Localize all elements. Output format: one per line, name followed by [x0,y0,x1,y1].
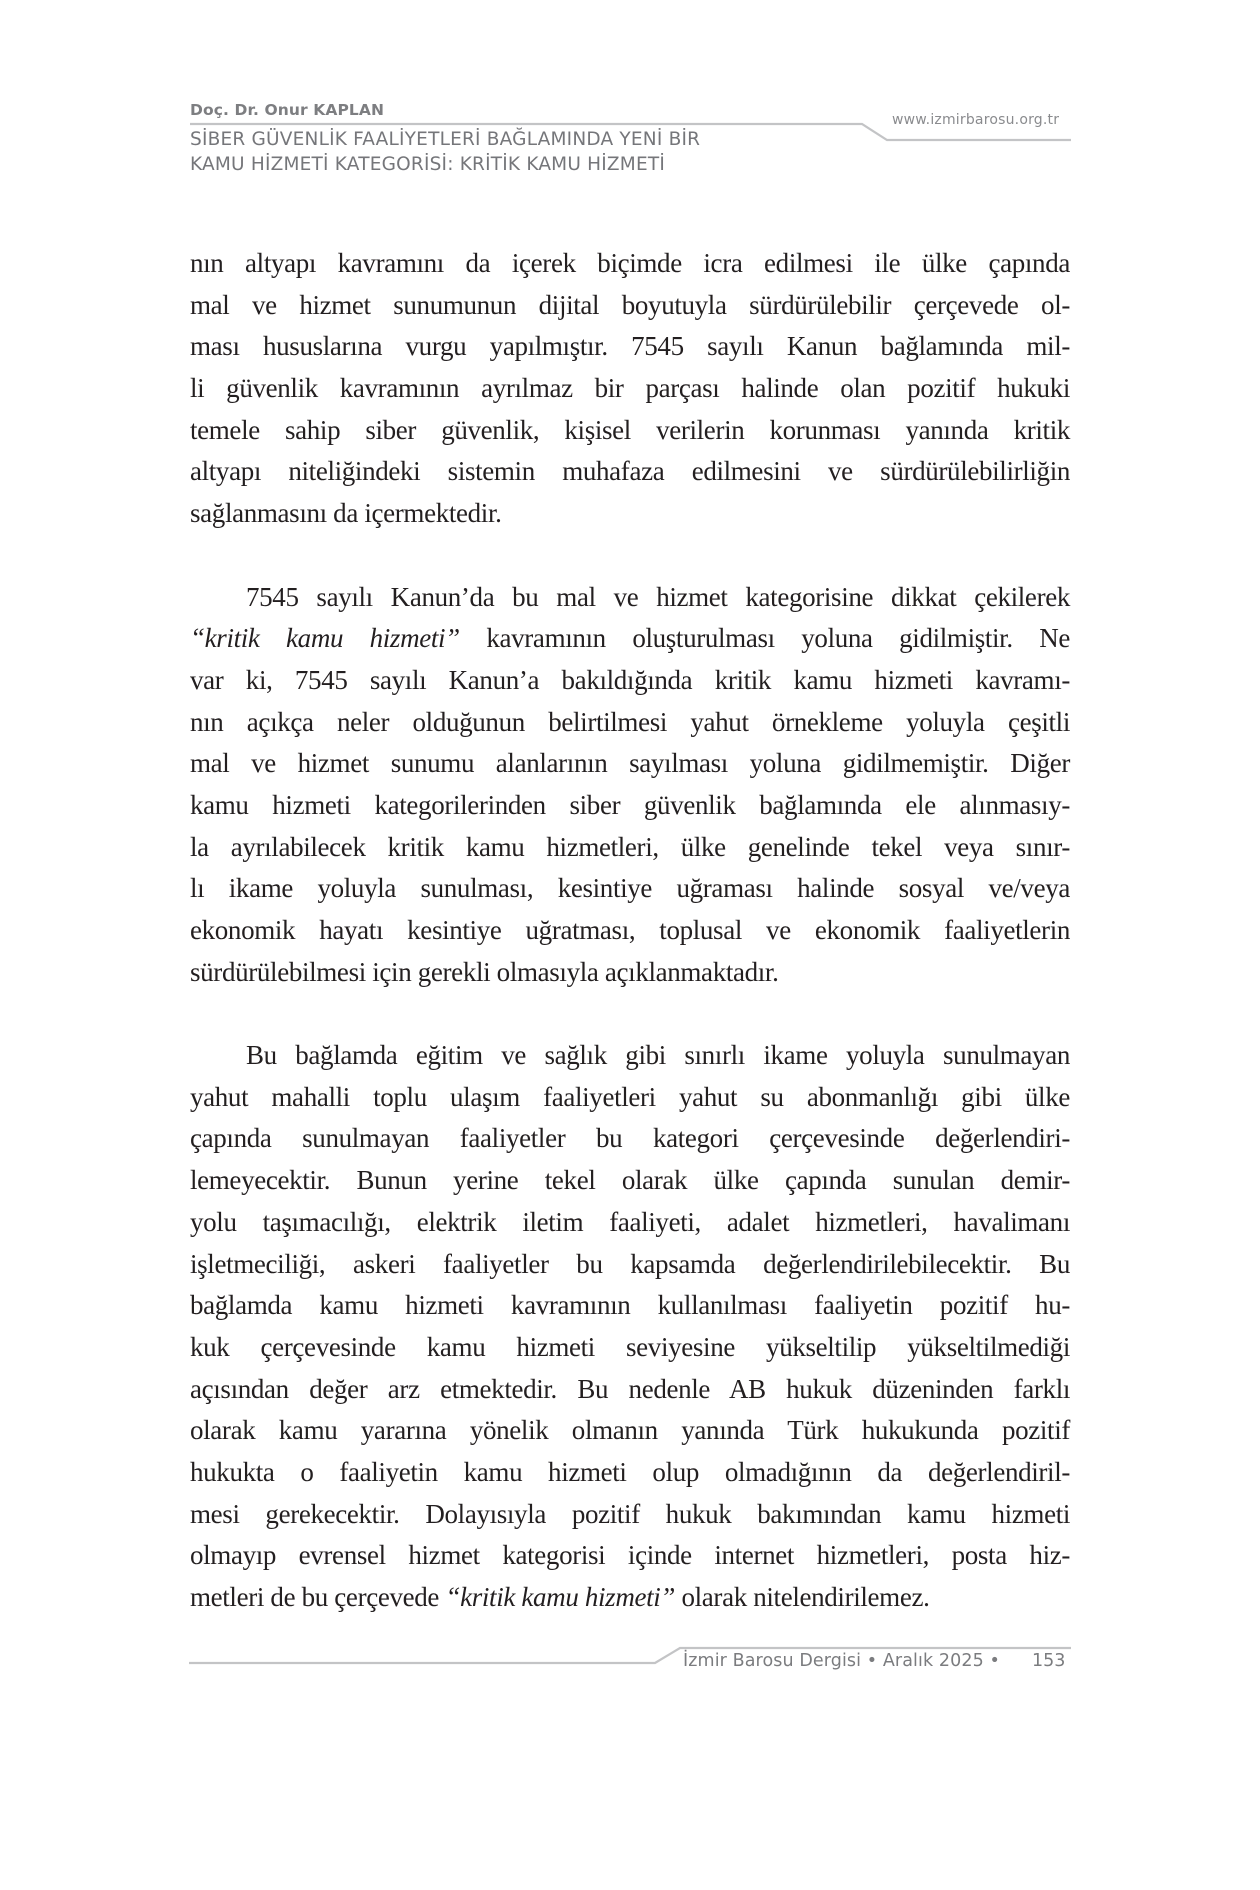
text-line: var ki, 7545 sayılı Kanun’a bakıldığında kritik kamu hizmeti kavramı- [190,664,1070,695]
text-line: olmayıp evrensel hizmet kategorisi içinde internet hizmetleri, posta hiz- [190,1540,1070,1571]
text-line: altyapı niteliğindeki sistemin muhafaza edilmesini ve sürdürülebilirliğin [190,456,1070,487]
text-line: li güvenlik kavramının ayrılmaz bir parçası halinde olan pozitif hukuki [190,373,1070,404]
text-line: lı ikame yoluyla sunulması, kesintiye uğraması halinde sosyal ve/veya [190,873,1070,904]
text-fragment: metleri de bu çerçevede [190,1582,446,1612]
text-line: işletmeciliği, askeri faaliyetler bu kapsamda değerlendirilebilecektir. Bu [190,1248,1070,1279]
text-line: bağlamda kamu hizmeti kavramının kullanılması faaliyetin pozitif hu- [190,1290,1070,1321]
text-line: çapında sunulmayan faaliyetler bu kategori çerçevesinde değerlendiri- [190,1123,1070,1154]
text-line: mal ve hizmet sunumunun dijital boyutuyla sürdürülebilir çerçevede ol- [190,289,1070,320]
text-line: ekonomik hayatı kesintiye uğratması, toplusal ve ekonomik faaliyetlerin [190,915,1070,945]
text-line: yahut mahalli toplu ulaşım faaliyetleri yahut su abonmanlığı gibi ülke [190,1081,1070,1112]
text-line-with-emphasis [190,618,1070,660]
page-number: 153 [1032,1651,1066,1671]
text-line: lemeyecektir. Bunun yerine tekel olarak ülke çapında sunulan demir- [190,1165,1070,1196]
text-line: hukukta o faaliyetin kamu hizmeti olup olmadığının da değerlendiril- [190,1456,1070,1487]
text-fragment: olarak nitelendirilemez. [681,1582,930,1612]
text-line: yolu taşımacılığı, elektrik iletim faaliyeti, adalet hizmetleri, havalimanı [190,1206,1070,1237]
text-line: nın açıkça neler olduğunun belirtilmesi yahut örnekleme yoluyla çeşitli [190,706,1070,737]
text-line: olarak kamu yararına yönelik olmanın yanında Türk hukukunda pozitif [190,1415,1070,1446]
header-title-line: KAMU HİZMETİ KATEGORİSİ: KRİTİK KAMU HİZMETİ [190,154,666,175]
paragraph-2 [190,577,1070,994]
emphasis-text: “kritik kamu hizmeti” [190,623,460,654]
text-line: kuk çerçevesinde kamu hizmeti seviyesine yükseltilip yükseltilmediği [190,1331,1070,1362]
text-line: mesi gerekecektir. Dolayısıyla pozitif hukuk bakımından kamu hizmeti [190,1498,1070,1529]
text-line: sürdürülebilmesi için gerekli olmasıyla açıklanmaktadır. [190,956,779,987]
header-author: Doç. Dr. Onur KAPLAN [190,101,385,119]
footer-journal-info: İzmir Barosu Dergisi • Aralık 2025 • [683,1651,1000,1671]
text-fragment: kavramının oluşturulması yoluna gidilmiştir. Ne [486,623,1071,654]
text-line-with-emphasis [190,1577,1070,1619]
text-line: kamu hizmeti kategorilerinden siber güvenlik bağlamında ele alınmasıy- [190,789,1070,820]
emphasis-text: “kritik kamu hizmeti” [445,1582,676,1612]
text-line: sağlanmasını da içermektedir. [190,498,502,529]
text-line: 7545 sayılı Kanun’da bu mal ve hizmet kategorisine dikkat çekilerek [246,581,1070,612]
header-title-line: SİBER GÜVENLİK FAALİYETLERİ BAĞLAMINDA YENİ BİR [190,129,701,150]
text-line: mal ve hizmet sunumu alanlarının sayılması yoluna gidilmemiştir. Diğer [190,748,1070,779]
header-website: www.izmirbarosu.org.tr [892,112,1060,128]
text-line: Bu bağlamda eğitim ve sağlık gibi sınırlı ikame yoluyla sunulmayan [246,1040,1070,1071]
text-line: ması hususlarına vurgu yapılmıştır. 7545 sayılı Kanun bağlamında mil- [190,331,1070,362]
text-line: temele sahip siber güvenlik, kişisel verilerin korunması yanında kritik [190,414,1070,445]
header-article-title [190,127,700,177]
paragraph-3 [190,1035,1070,1619]
text-line: nın altyapı kavramını da içerek biçimde icra edilmesi ile ülke çapında [190,248,1070,278]
article-body [190,243,1070,1660]
text-line: la ayrılabilecek kritik kamu hizmetleri, ülke genelinde tekel veya sınır- [190,831,1070,862]
paragraph-1 [190,243,1070,535]
text-line: açısından değer arz etmektedir. Bu nedenle AB hukuk düzeninden farklı [190,1373,1070,1404]
